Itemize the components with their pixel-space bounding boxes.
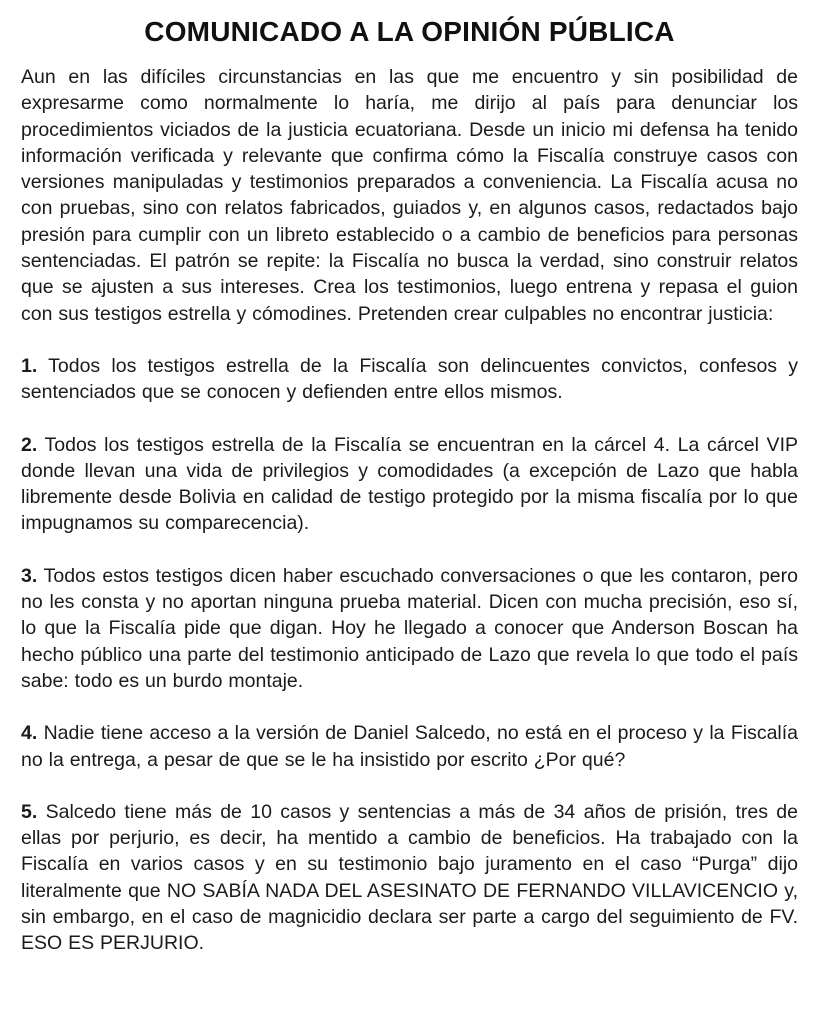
point-3-text: Todos estos testigos dicen haber escuchado conversaciones o que les contaron, pero no les consta y no aportan ninguna prueba material. Dicen con mucha precisión, eso sí, lo que la Fiscalía pide que digan. Hoy he llegado a conocer que Anderson Boscan ha hecho público una parte del testimonio anticipado de Lazo que revela lo que todo el país sabe: todo es un burdo montaje. [21,564,798,692]
intro-paragraph: Aun en las difíciles circunstancias en las que me encuentro y sin posibilidad de expresarme como normalmente lo haría, me dirijo al país para denunciar los procedimientos viciados de la justicia ecuatoriana. Desde un inicio mi defensa ha tenido información verificada y relevante que confirma cómo la Fiscalía construye casos con versiones manipuladas y testimonios preparados a conveniencia. La Fiscalía acusa no con pruebas, sino con relatos fabricados, guiados y, en algunos casos, redactados bajo presión para cumplir con un libreto establecido o a cambio de beneficios para personas sentenciadas. El patrón se repite: la Fiscalía no busca la verdad, sino construir relatos que se ajusten a sus intereses. Crea los testimonios, luego entrena y repasa el guion con sus testigos estrella y cómodines. Pretenden crear culpables no encontrar justicia: [21,66,798,325]
point-2-number: 2. [21,433,38,456]
point-1-text: Todos los testigos estrella de la Fiscalía son delincuentes convictos, confesos y sentenciados que se conocen y defienden entre ellos mismos. [21,354,799,404]
point-5-number: 5. [21,800,38,823]
point-2 [21,432,798,537]
point-5 [21,799,798,957]
point-1 [21,353,798,406]
point-3-number: 3. [21,564,38,587]
point-4-text: Nadie tiene acceso a la versión de Daniel Salcedo, no está en el proceso y la Fiscalía no la entrega, a pesar de que se le ha insistido por escrito ¿Por qué? [21,722,799,771]
point-1-number: 1. [21,354,38,377]
point-5-text: Salcedo tiene más de 10 casos y sentencias a más de 34 años de prisión, tres de ellas por perjurio, es decir, ha mentido a cambio de beneficios. Ha trabajado con la Fiscalía en varios casos y en su testimonio bajo juramento en el caso “Purga” dijo literalmente que NO SABÍA NADA DEL ASESINATO DE FERNANDO VILLAVICENCIO y, sin embargo, en el caso de magnicidio declara ser parte a cargo del seguimiento de FV. ESO ES PERJURIO. [21,800,798,955]
document-title: COMUNICADO A LA OPINIÓN PÚBLICA [144,16,675,47]
point-4-number: 4. [21,722,38,745]
point-3 [21,563,798,694]
point-4 [21,720,798,773]
point-2-text: Todos los testigos estrella de la Fiscalía se encuentran en la cárcel 4. La cárcel VIP donde llevan una vida de privilegios y comodidades (a excepción de Lazo que habla libremente desde Bolivia en calidad de testigo protegido por la misma fiscalía por lo que impugnamos su comparecencia). [21,433,798,535]
